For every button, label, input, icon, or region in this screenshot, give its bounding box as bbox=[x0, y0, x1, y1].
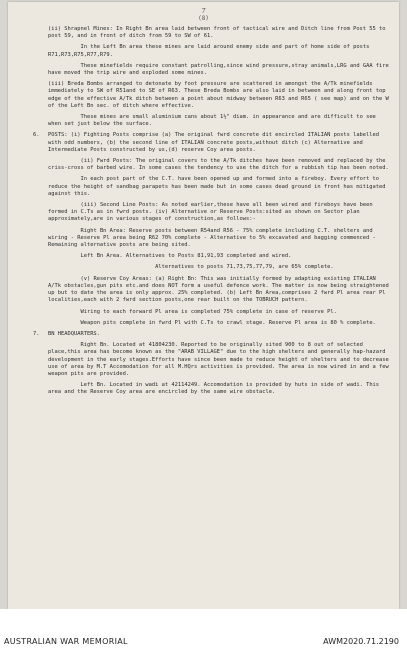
paragraph-text: BN HEADQUARTERS. bbox=[48, 330, 100, 337]
page-number-marks bbox=[8, 8, 399, 22]
paragraph-text: POSTS: (i) Fighting Posts comprise (a) The original fwrd concrete dit encircled ITALIAN posts labelled with odd numbers, (b) the second line of ITALIAN concrete posts,without ditch (c) Alternative and Intermediate Posts constructed by us,(d) reserve Coy area posts. bbox=[48, 132, 383, 153]
paragraph bbox=[48, 63, 392, 77]
paragraph-text: (iii) Breda Bombs arranged to detonate by foot pressure are scattered in amongst the A/Tk minefields immediately to SW of R51and to SE of R63. These Breda Bombs are also laid in between and along front top edge of the effective A/Tk ditch between a point about midway between R63 and R65 ( see map) and on the W of the Left Bn sec. of ditch where effective. bbox=[48, 81, 393, 109]
paragraph-text: These mines are small aluminium cans about 1½" diam. in appearance and are difficult to see when set just below the surface. bbox=[48, 114, 380, 128]
paragraph bbox=[48, 202, 392, 224]
paragraph-text: (ii) Shrapnel Mines: In Right Bn area laid between front of tactical wire and Ditch line from Post 55 to post 59, and in front of ditch from 59 to SW of 61. bbox=[48, 26, 389, 40]
handwritten-page-number: 7 bbox=[201, 8, 206, 15]
paragraph bbox=[48, 264, 392, 271]
paragraph-text: (v) Reserve Coy Areas: (a) Right Bn: This was initially formed by adapting existing ITALIAN A/Tk obstacles,gun pits etc.and does NOT form a useful defence work. The matter is now being straightened up but to date the area is only approx. 25% completed. (b) Left Bn Area,comprises 2 fwrd Pl area rear Pl localities,each with 2 fwrd section posts,one rear built on the TOBRUCH pattern. bbox=[48, 275, 393, 304]
section-number: 6. bbox=[33, 132, 40, 139]
paragraph bbox=[48, 81, 392, 110]
paragraph bbox=[48, 320, 392, 327]
document-page bbox=[8, 2, 399, 609]
paragraph bbox=[48, 342, 392, 378]
paragraph-text: (ii) Fwrd Posts: The original covers to the A/Tk ditches have been removed and replaced by the criss-cross of barbed wire. In some cases the tendency to use the ditch for a rubbish tip has been noted. bbox=[48, 158, 389, 172]
typed-page-number: (8) bbox=[198, 15, 209, 22]
paragraph-text: (iii) Second Line Posts: As noted earlier,these have all been wired and fireboys have been formed in C.Ts as in fwrd posts. (iv) Alternative or Reserve Posts:sited as shown on Sector plan approximately,are in various stages of construction,as follows:- bbox=[48, 202, 376, 223]
paragraph bbox=[48, 158, 392, 172]
document-body bbox=[33, 26, 393, 401]
section-number: 7. bbox=[33, 330, 40, 337]
paragraph-text: Wiring to each forward Pl area is completed 75% complete in case of reserve Pl. bbox=[48, 308, 337, 315]
archive-footer bbox=[0, 609, 407, 653]
paragraph-text: Weapon pits complete in fwrd Pl with C.Ts to crawl stage. Reserve Pl area is 80 % complete. bbox=[48, 319, 376, 326]
paragraph bbox=[48, 114, 392, 128]
paragraph bbox=[48, 176, 392, 198]
paragraph-text: Left Bn. Located in wadi at 42114249. Accomodation is provided by huts in side of wadi. This area and the Reserve Coy area are encircled by the same wire obstacle. bbox=[48, 382, 383, 396]
paragraph-text: These minefields require constant patrolling,since wind pressure,stray animals,LRG and GAA fire have moved the trip wire and exploded some mines. bbox=[48, 62, 393, 77]
paragraph-text: Right Bn Area: Reserve posts between R54and R56 - 75% complete including C.T. shelters and wiring - Reserve Pl area being R62 70% complete - Alternative to 5% excavated and bagging commenced - Remaining alternative posts are being sited. bbox=[48, 227, 380, 249]
paragraph-text: Right Bn. Located at 41804230. Reported to be originally sited 900 to 8 out of selected place,this area has become known as the "ARAB VILLAGE" due to the high shelters and generally hap-hazard development in the early stages.Efforts have since been made to reduce height of shelters and to decrease use of area by M.T Accomodation for all M.HQrs activities is provided. The area is now wired in and a few weapon pits are provided. bbox=[48, 342, 393, 377]
paragraph bbox=[48, 253, 392, 260]
paragraph bbox=[48, 309, 392, 316]
paragraph bbox=[48, 44, 392, 58]
paragraph-text: In the Left Bn area these mines are laid around enemy side and part of home side of posts R71,R73,R75,R77,R79. bbox=[48, 44, 373, 58]
paragraph bbox=[48, 276, 392, 305]
paragraph-text: In each post part of the C.T. have been opened up and formed into a fireboy. Every effort to reduce the height of sandbag parapets has been made but in some cases dead ground in front has mitigated against this. bbox=[48, 176, 389, 197]
paragraph bbox=[48, 382, 392, 396]
paragraph-text: Left Bn Area. Alternatives to Posts 81,91,93 completed and wired. bbox=[48, 253, 292, 260]
archive-name: AUSTRALIAN WAR MEMORIAL bbox=[4, 637, 128, 646]
paragraph bbox=[33, 132, 392, 154]
paragraph bbox=[48, 228, 392, 250]
paragraph-text: Alternatives to posts 71,73,75,77,79, are 65% complete. bbox=[48, 264, 334, 271]
paragraph bbox=[33, 330, 392, 338]
paragraph bbox=[48, 26, 392, 40]
archive-reference: AWM2020.71.2190 bbox=[323, 637, 399, 646]
